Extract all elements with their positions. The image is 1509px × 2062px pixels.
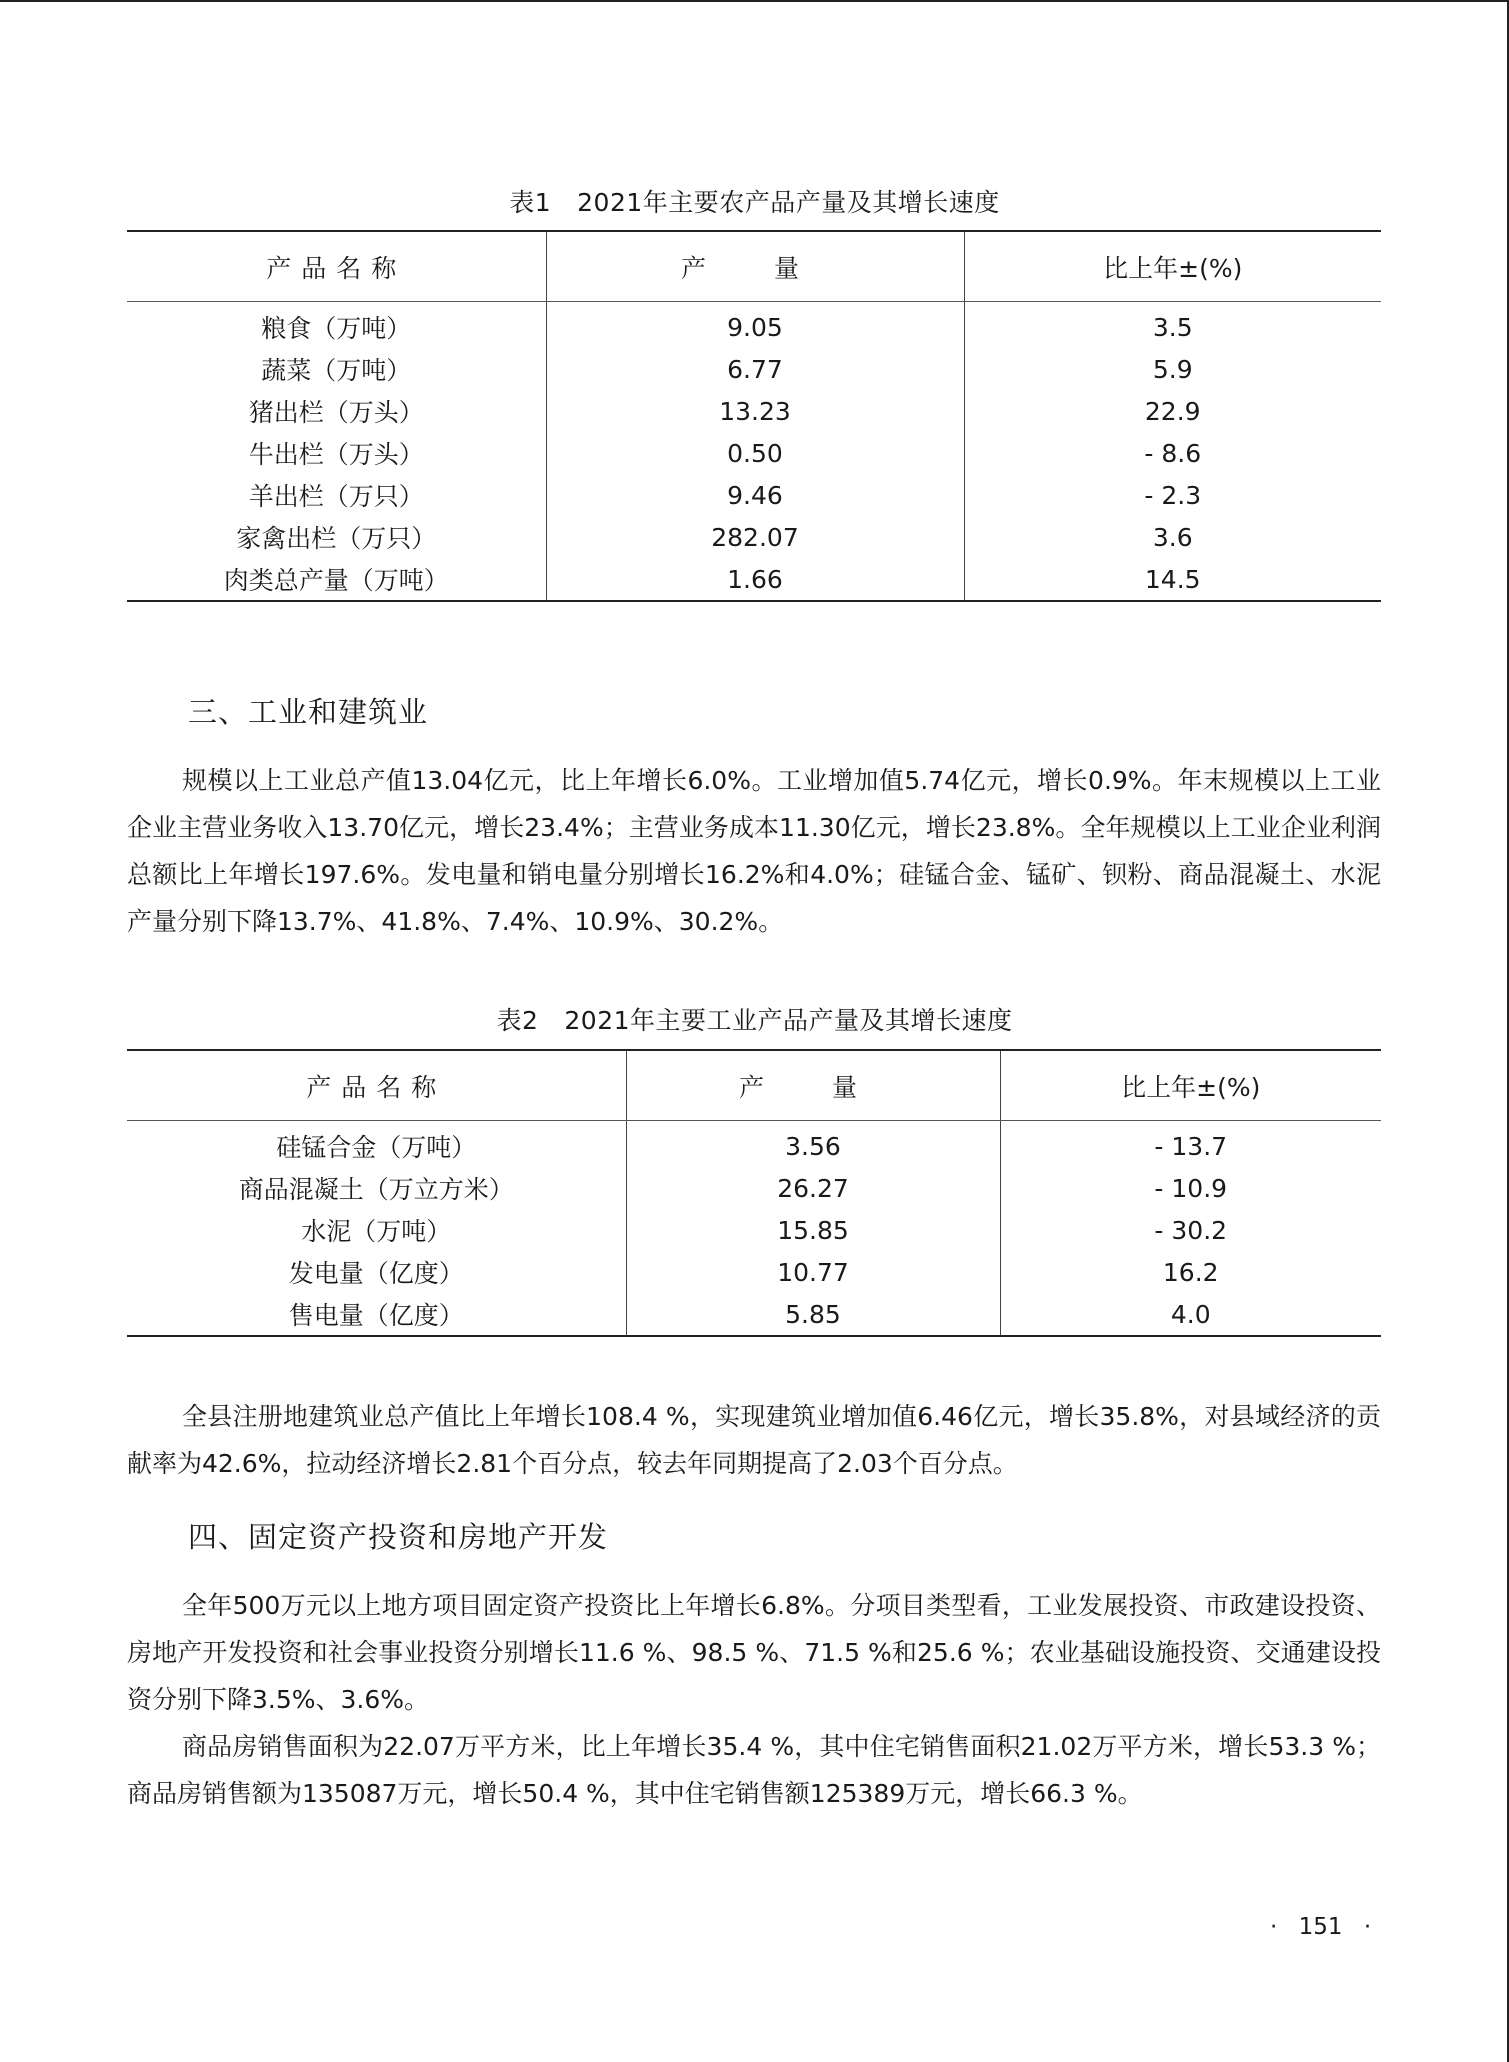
section4-heading: 四、固定资产投资和房地产开发: [188, 1520, 609, 1554]
table-cell: - 2.3: [964, 474, 1381, 516]
table-row: [127, 1121, 1381, 1168]
table-cell: 售电量（亿度）: [127, 1293, 626, 1336]
table-row: [127, 302, 1381, 349]
table-cell: 9.46: [546, 474, 964, 516]
table-cell: 15.85: [626, 1209, 1000, 1251]
table-row: [127, 1209, 1381, 1251]
table-cell: 282.07: [546, 516, 964, 558]
table-row: [127, 390, 1381, 432]
table-row: [127, 474, 1381, 516]
table1-title: 2021年主要农产品产量及其增长速度: [577, 188, 1000, 217]
table2-title: 2021年主要工业产品产量及其增长速度: [564, 1006, 1013, 1035]
table-cell: 粮食（万吨）: [261, 314, 412, 343]
table-cell: 羊出栏（万只）: [248, 482, 424, 511]
table-cell: 9.05: [546, 302, 964, 349]
table-cell: 5.85: [626, 1293, 1000, 1336]
table-cell: 16.2: [1000, 1251, 1381, 1293]
section4-paragraph-investment: 全年500万元以上地方项目固定资产投资比上年增长6.8%。分项目类型看，工业发展投资、市政建设投资、房地产开发投资和社会事业投资分别增长11.6 %、98.5 %、71.5 %和25.6 %；农业基础设施投资、交通建设投资分别下降3.5%、3.6%。: [127, 1591, 1381, 1714]
section3-heading: 三、工业和建筑业: [188, 695, 429, 729]
header-change-pct: 比上年±(%): [964, 231, 1381, 302]
table-cell: - 13.7: [1000, 1121, 1381, 1168]
table-cell: 商品混凝土（万立方米）: [238, 1175, 514, 1204]
table-cell: 家禽出栏（万只）: [236, 524, 437, 553]
table-header-row: [127, 231, 1381, 302]
table-row: [127, 1167, 1381, 1209]
table1: [127, 230, 1381, 602]
table-cell: 3.6: [964, 516, 1381, 558]
section3-paragraph-industry: 规模以上工业总产值13.04亿元，比上年增长6.0%。工业增加值5.74亿元，增长0.9%。年末规模以上工业企业主营业务收入13.70亿元，增长23.4%；主营业务成本11.30亿元，增长23.8%。全年规模以上工业企业利润总额比上年增长197.6%。发电量和销电量分别增长16.2%和4.0%；硅锰合金、锰矿、钡粉、商品混凝土、水泥产量分别下降13.7%、41.8%、7.4%、10.9%、30.2%。: [127, 766, 1381, 936]
table-cell: 3.56: [626, 1121, 1000, 1168]
table-cell: 6.77: [546, 348, 964, 390]
table-row: [127, 348, 1381, 390]
header-change-pct: 比上年±(%): [1000, 1050, 1381, 1121]
table-row: [127, 1251, 1381, 1293]
header-output: 产 量: [546, 231, 964, 302]
table-cell: 22.9: [964, 390, 1381, 432]
table-row: [127, 1293, 1381, 1336]
header-product-name: 产品名称: [127, 1050, 626, 1121]
table-row: [127, 432, 1381, 474]
table-cell: 5.9: [964, 348, 1381, 390]
table-cell: 26.27: [626, 1167, 1000, 1209]
table2-number: 表2: [496, 1006, 539, 1035]
table-header-row: [127, 1050, 1381, 1121]
header-output: 产 量: [626, 1050, 1000, 1121]
table-cell: - 8.6: [964, 432, 1381, 474]
section3-paragraph-construction: 全县注册地建筑业总产值比上年增长108.4 %，实现建筑业增加值6.46亿元，增长35.8%，对县域经济的贡献率为42.6%，拉动经济增长2.81个百分点，较去年同期提高了2.03个百分点。: [127, 1402, 1381, 1478]
table-cell: 肉类总产量（万吨）: [127, 558, 546, 601]
table1-number: 表1: [509, 188, 552, 217]
section4-paragraph-real-estate: 商品房销售面积为22.07万平方米，比上年增长35.4 %，其中住宅销售面积21.02万平方米，增长53.3 %；商品房销售额为135087万元，增长50.4 %，其中住宅销售额125389万元，增长66.3 %。: [127, 1732, 1381, 1808]
table-cell: 水泥（万吨）: [301, 1217, 452, 1246]
table-cell: 牛出栏（万头）: [248, 440, 424, 469]
table2-caption: [0, 1001, 1509, 1037]
table-cell: 0.50: [546, 432, 964, 474]
table-cell: 4.0: [1000, 1293, 1381, 1336]
table-cell: - 10.9: [1000, 1167, 1381, 1209]
page-number: · 151 ·: [1270, 1914, 1372, 1940]
table-cell: 13.23: [546, 390, 964, 432]
table-cell: 硅锰合金（万吨）: [276, 1133, 477, 1162]
header-product-name: 产品名称: [127, 231, 546, 302]
table-cell: 发电量（亿度）: [288, 1259, 464, 1288]
table2: [127, 1049, 1381, 1337]
table-cell: 14.5: [964, 558, 1381, 601]
table-cell: 3.5: [964, 302, 1381, 349]
table1-caption: [0, 183, 1509, 219]
table-cell: 猪出栏（万头）: [248, 398, 424, 427]
table-cell: 1.66: [546, 558, 964, 601]
table-cell: - 30.2: [1000, 1209, 1381, 1251]
table-cell: 蔬菜（万吨）: [261, 356, 412, 385]
table-row: [127, 558, 1381, 601]
table-row: [127, 516, 1381, 558]
table-cell: 10.77: [626, 1251, 1000, 1293]
